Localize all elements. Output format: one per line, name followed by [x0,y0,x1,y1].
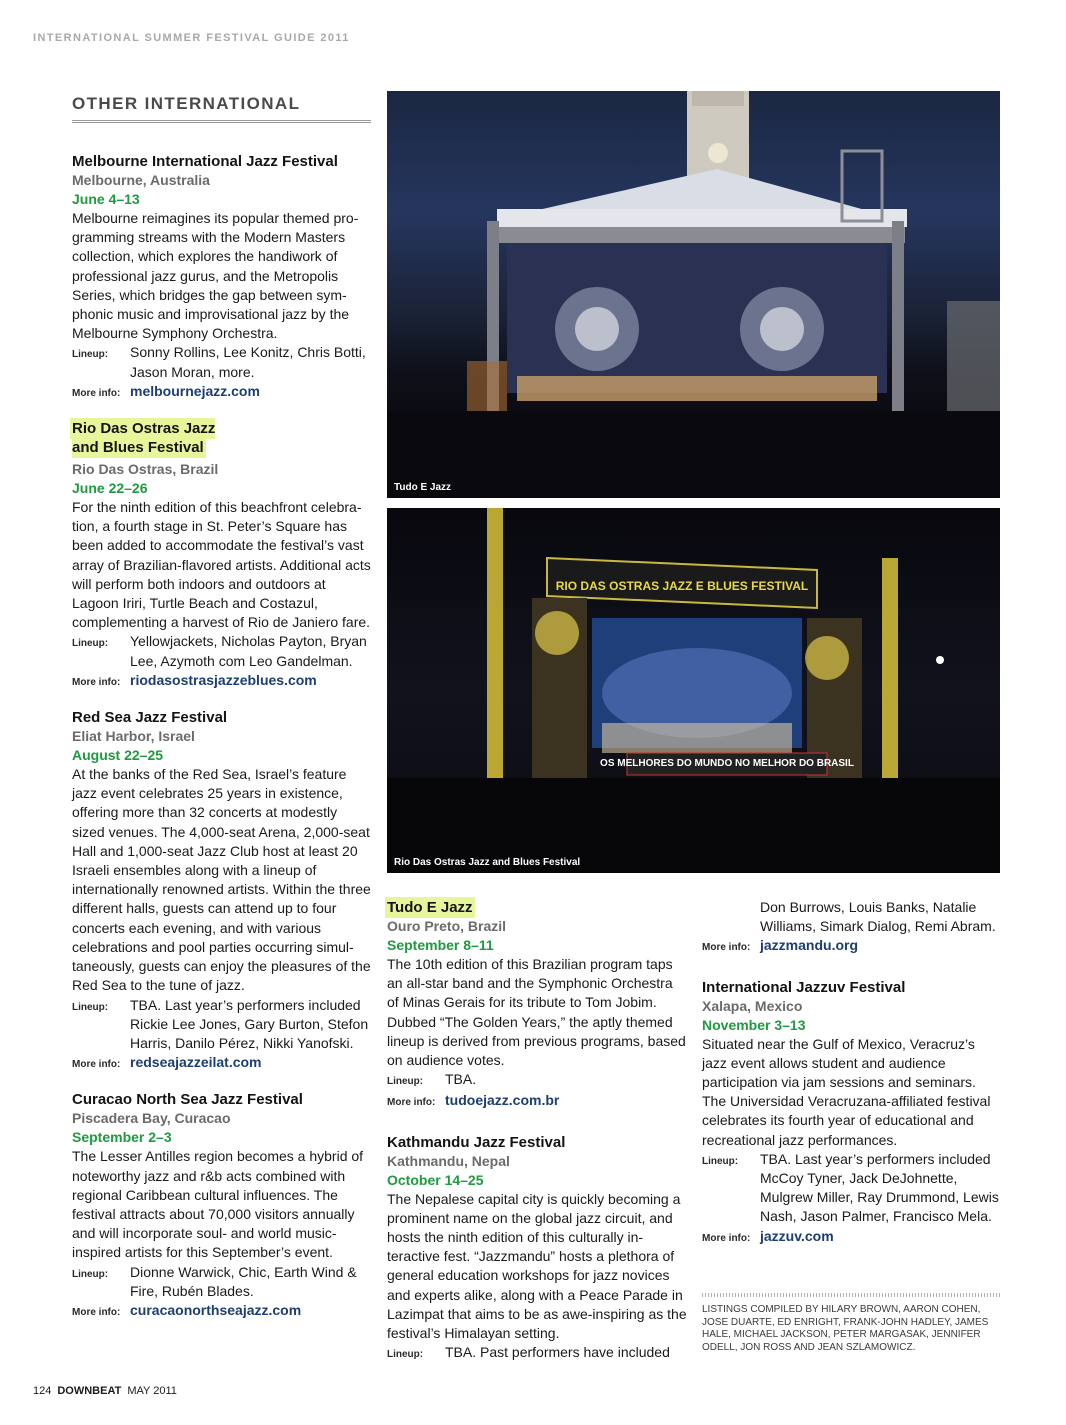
lineup-continued: Don Burrows, Louis Banks, Natalie Williams, Simark Dialog, Remi Abram. [760,899,996,935]
dotted-divider [702,1293,1000,1297]
festival-name-highlight: Tudo E Jazz [387,899,473,916]
more-info-link[interactable]: melbournejazz.com [130,382,260,399]
screen-text: OS MELHORES DO MUNDO NO MELHOR DO BRASIL [600,758,854,769]
column-left [72,152,372,1338]
festival-location: Ouro Preto, Brazil [387,918,507,934]
more-info-row [72,1301,372,1322]
festival-description: The 10th edition of this Brazilian program taps an all-star band and the Symphonic Orchestra of Minas Gerais for its tribute to Tom Jobim. Dubbed “The Golden Years,” the aptly themed lineup is derived from previous programs, based on audience votes. [387,956,686,1069]
festival-description: Situated near the Gulf of Mexico, Veracruz’s jazz event allows student and audience participation via jam sessions and seminars. The Universidad Veracruzana-affiliated festival celebrates its fourth year of educational and recreational jazz performances. [702,1035,991,1148]
clock-face [708,143,728,163]
more-info-row [72,382,372,403]
more-info-label: More info: [72,1306,121,1318]
crowd [387,411,1000,498]
more-info-label: More info: [72,1059,121,1071]
section-title: OTHER INTERNATIONAL [72,94,371,123]
more-info-row [72,1053,372,1074]
more-info-link[interactable]: redseajazzeilat.com [130,1054,262,1071]
lineup-row [387,1070,687,1091]
more-info-label: More info: [72,676,121,688]
banner-text: RIO DAS OSTRAS JAZZ E BLUES FESTIVAL [555,579,809,593]
festival-location: Kathmandu, Nepal [387,1152,510,1169]
more-info-row [702,936,1002,957]
truss-tower-right [882,558,898,798]
more-info-row [72,671,372,692]
lineup-label: Lineup: [72,1001,109,1013]
lineup-row [72,632,372,670]
festival-dates: September 2–3 [72,1129,172,1146]
lineup-label: Lineup: [72,638,109,650]
festival-description: Melbourne reimagines its popular themed pro-gramming streams with the Modern Masters collection, which explores the handiwork of professional jazz gurus, and the Metropolis Series, which bridges the gap between sym-phonic music and improvisational jazz by the Melbourne Symphony Orchestra. [72,210,359,342]
festival-name-highlight: Rio Das Ostras Jazz and Blues Festival [72,420,216,457]
page-number: 124 [33,1385,52,1397]
more-info-link[interactable]: riodasostrasjazzeblues.com [130,671,317,688]
photo-caption: Tudo E Jazz [394,482,452,493]
lineup-row [72,343,372,381]
festival-description: The Lesser Antilles region becomes a hybrid of noteworthy jazz and r&b acts combined with regional Caribbean cultural influences. The festival attracts about 70,000 visitors annually and will incorporate soul- and world music-inspired artists for this September’s event. [72,1148,364,1261]
lineup-value: Dionne Warwick, Chic, Earth Wind & Fire, Rubén Blades. [130,1263,357,1299]
festival-entry-kathmandu [387,1133,687,1365]
festival-location: Rio Das Ostras, Brazil [72,461,219,478]
lineup-row [387,1343,687,1364]
festival-location: Eliat Harbor, Israel [72,728,195,745]
lineup-label: Lineup: [387,1349,424,1361]
festival-entry-kathmandu-continued [702,898,1002,958]
band [602,723,792,753]
festival-location: Xalapa, Mexico [702,997,803,1014]
photo-tudo-e-jazz-stage [387,91,1000,498]
festival-location: Piscadera Bay, Curacao [72,1110,231,1127]
more-info-link[interactable]: jazzuv.com [760,1227,834,1244]
listing-credits: LISTINGS COMPILED BY HILARY BROWN, AARON COHEN, JOSE DUARTE, ED ENRIGHT, FRANK-JOHN HADLEY, JAMES HALE, MICHAEL JACKSON, PETER MARGASAK, JENNIFER ODELL, JON ROSS AND JEAN SZLAMOWICZ. [702,1304,989,1353]
festival-dates: November 3–13 [702,1016,806,1033]
lineup-row [72,996,372,1054]
festival-description: The Nepalese capital city is quickly becoming a prominent name on the global jazz circuit, and hosts the ninth edition of this culturally in-teractive fest. “Jazzmandu” hosts a plethora of general education workshops for jazz novices and experts alike, along with a Peace Parade in Lazimpat that aims to be as awe-inspiring as the festival’s Himalayan setting. [387,1190,687,1342]
lineup-row [702,1150,1002,1227]
festival-name: International Jazzuv Festival [702,978,906,996]
lineup-value: TBA. Last year’s performers included Rickie Lee Jones, Gary Burton, Stefon Harris, Danilo Pérez, Nikki Yanofski. [130,996,369,1051]
festival-name: Curacao North Sea Jazz Festival [72,1091,303,1109]
festival-name [72,419,237,457]
more-info-row [387,1091,687,1112]
more-info-label: More info: [72,387,121,399]
more-info-label: More info: [702,1232,751,1244]
festival-entry-jazzuv [702,978,1002,1248]
stage-roof [512,169,887,216]
festival-dates: August 22–25 [72,747,164,764]
festival-name: Kathmandu Jazz Festival [387,1133,566,1151]
more-info-row [702,1227,1002,1248]
orchestra [517,376,877,401]
festival-description: At the banks of the Red Sea, Israel’s feature jazz event celebrates 25 years in existence, offering more than 32 concerts at modestly sized venues. The 4,000-seat Arena, 2,000-seat Hall and 1,000-seat Jazz Club host at least 20 Israeli ensembles along with a lineup of internationally renowned artists. Within the three different halls, guests can attend up to four concerts each evening, and with various celebrations and pool parties occurring simul-taneously, guests can enjoy the pleasures of the Red Sea to the tune of jazz. [72,766,371,994]
festival-entry-tudo-e-jazz [387,898,687,1113]
more-info-link[interactable]: curacaonorthseajazz.com [130,1301,302,1318]
lineup-value: Yellowjackets, Nicholas Payton, Bryan Lee, Azymoth com Leo Gandelman. [130,633,367,669]
lineup-label: Lineup: [72,349,109,361]
page-footer [33,1385,177,1397]
truss-tower-left [487,508,503,808]
festival-description: For the ninth edition of this beachfront celebra-tion, a fourth stage in St. Peter’s Square has been added to accommodate the festival’s vast array of Brazilian-flavored artists. Additional acts will perform both indoors and outdoors at Lagoon Iriri, Turtle Beach and Costazul, complementing a harvest of Rio de Janiero fare. [72,499,371,631]
more-info-label: More info: [702,942,751,954]
lineup-value: TBA. Past performers have included [445,1344,670,1361]
festival-entry-rio-das-ostras [72,419,372,692]
lineup-value: TBA. [445,1071,477,1088]
festival-name: Melbourne International Jazz Festival [72,153,338,170]
running-title: INTERNATIONAL SUMMER FESTIVAL GUIDE 2011 [33,32,350,44]
lineup-label: Lineup: [72,1268,109,1280]
concert-stage-illustration [387,91,1000,498]
column-middle [387,898,687,1380]
festival-dates: June 4–13 [72,191,140,207]
festival-dates: October 14–25 [387,1171,484,1188]
festival-name [387,898,687,917]
festival-entry-red-sea [72,708,372,1074]
magazine-name: DOWNBEAT [57,1385,122,1397]
lineup-value: TBA. Last year’s performers included McCoy Tyner, Jack DeJohnette, Mulgrew Miller, Ray Drummond, Lewis Nash, Jason Palmer, Francisco Mela. [760,1150,999,1225]
lineup-row [72,1263,372,1301]
more-info-label: More info: [387,1097,436,1109]
photo-caption: Rio Das Ostras Jazz and Blues Festival [394,857,581,868]
festival-name: Red Sea Jazz Festival [72,709,228,727]
lineup-label: Lineup: [702,1155,739,1167]
festival-stage-illustration [387,508,1000,873]
more-info-link[interactable]: jazzmandu.org [760,937,859,954]
lineup-label: Lineup: [387,1076,424,1088]
issue-date: MAY 2011 [127,1385,177,1397]
festival-entry-melbourne [72,152,372,403]
festival-entry-curacao [72,1090,372,1322]
festival-dates: June 22–26 [72,480,148,497]
festival-dates: September 8–11 [387,937,494,953]
photo-rio-das-ostras-stage [387,508,1000,873]
column-right [702,898,1002,1264]
festival-location: Melbourne, Australia [72,172,210,188]
more-info-link[interactable]: tudoejazz.com.br [445,1092,560,1109]
lineup-value: Sonny Rollins, Lee Konitz, Chris Botti, Jason Moran, more. [130,344,366,380]
